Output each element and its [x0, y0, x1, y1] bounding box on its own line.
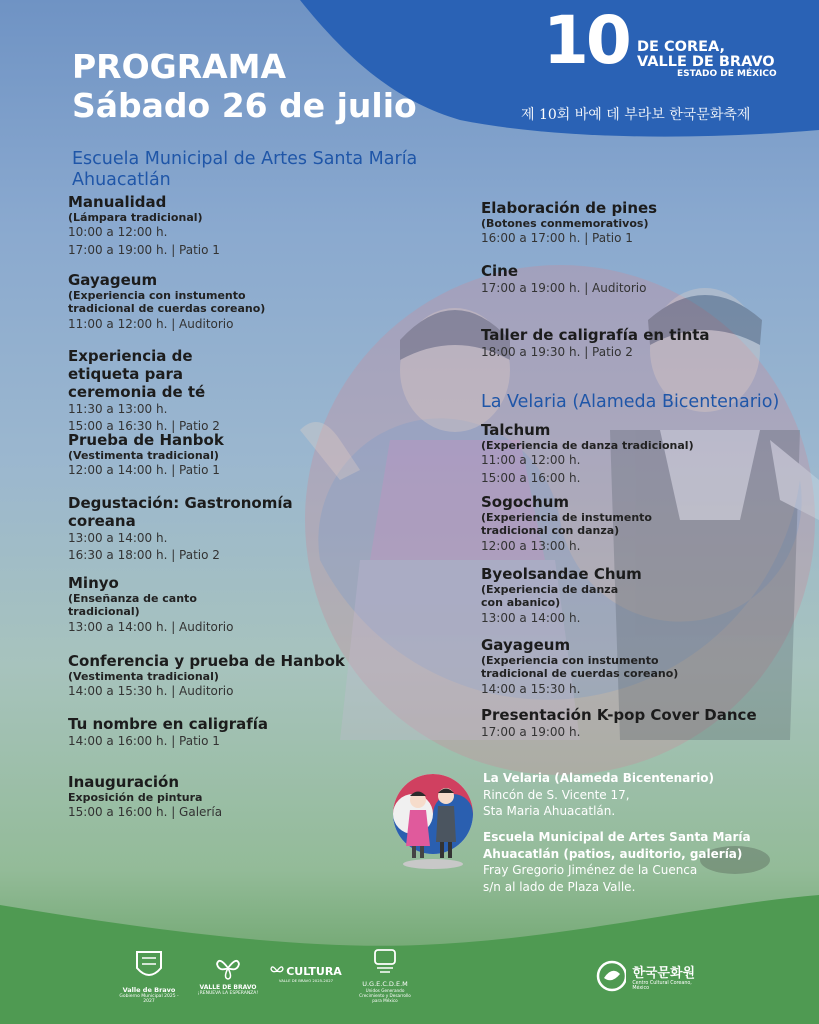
address-velaria-title: La Velaria (Alameda Bicentenario) — [483, 771, 715, 785]
event-time: 15:00 a 16:00 h. — [481, 470, 581, 485]
logo-centro-cultural-coreano — [596, 960, 706, 992]
event-conferencia-hanbok — [68, 652, 345, 701]
title-line-2: Sábado 26 de julio — [72, 85, 417, 125]
event-time: 15:00 a 16:30 h. | Patio 2 — [68, 419, 220, 434]
event-prueba-hanbok — [68, 431, 224, 480]
address-escuela-title-2: Ahuacatlán (patios, auditorio, galería) — [483, 846, 743, 861]
butterfly-small-icon — [270, 964, 284, 978]
event-caligrafia — [68, 715, 268, 750]
event-time: 13:00 a 14:00 h. | Auditorio — [68, 619, 234, 634]
event-time: 17:00 a 19:00 h. | Auditorio — [481, 281, 647, 295]
logo1-name: Valle de Bravo — [122, 986, 176, 994]
page-title — [72, 48, 417, 126]
event-time: 11:30 a 13:00 h. — [68, 402, 168, 416]
badge-line-2: VALLE DE BRAVO — [637, 54, 775, 71]
event-inauguracion — [68, 773, 222, 822]
event-sub: Exposición de pintura — [68, 791, 203, 804]
event-sogochum — [481, 493, 661, 555]
logo2-name: VALLE DE BRAVO — [199, 984, 257, 991]
event-etiqueta-te — [68, 347, 268, 436]
venue-escuela-heading: Escuela Municipal de Artes Santa María Ahuacatlán — [72, 149, 418, 190]
address-escuela-title-1: Escuela Municipal de Artes Santa María — [483, 830, 751, 844]
event-time: 14:00 a 15:30 h. — [481, 681, 581, 696]
event-time: 17:00 a 19:00 h. | Patio 1 — [68, 242, 220, 257]
event-sub: (Experiencia con instumento tradicional de cuerdas coreano) — [68, 289, 266, 316]
event-name: Presentación K-pop Cover Dance — [481, 706, 757, 724]
event-time: 12:00 a 14:00 h. | Patio 1 — [68, 463, 220, 478]
address-velaria-line1: Rincón de S. Vicente 17, — [483, 787, 630, 802]
event-name: Talchum — [481, 421, 551, 439]
event-sub: (Vestimenta tradicional) — [68, 670, 219, 683]
event-degustacion — [68, 494, 298, 565]
event-time: 10:00 a 12:00 h. — [68, 225, 168, 240]
ugecdem-emblem-icon — [372, 948, 398, 976]
couple-emblem — [390, 772, 476, 872]
event-name: Sogochum — [481, 493, 570, 511]
title-line-1: PROGRAMA — [72, 47, 287, 86]
logo3-name: CULTURA — [286, 964, 342, 978]
logo4-sub: Unidos Generando Crecimiento y Desarrollo para México — [359, 988, 411, 1004]
event-name: Taller de caligrafía en tinta — [481, 326, 710, 344]
event-name: Inauguración — [68, 773, 180, 791]
event-name: Elaboración de pines — [481, 199, 658, 217]
event-minyo — [68, 574, 234, 636]
event-name: Conferencia y prueba de Hanbok — [68, 652, 345, 670]
event-time: 11:00 a 12:00 h. — [481, 453, 581, 468]
event-sub: (Enseñanza de canto tradicional) — [68, 592, 197, 619]
event-pines — [481, 199, 657, 248]
korean-cultural-center-icon — [596, 960, 626, 992]
event-sub: (Experiencia de danza con abanico) — [481, 583, 619, 610]
event-name: Prueba de Hanbok — [68, 431, 224, 449]
logo-renueva-esperanza — [196, 956, 260, 996]
event-manualidad — [68, 193, 220, 259]
logo-cultura — [268, 964, 344, 983]
event-time: 18:00 a 19:30 h. | Patio 2 — [481, 345, 633, 359]
event-time: 13:00 a 14:00 h. — [481, 610, 581, 625]
event-time: 12:00 a 13:00 h. — [481, 538, 581, 553]
event-name: Cine — [481, 262, 519, 280]
venue-velaria-heading: La Velaria (Alameda Bicentenario) — [481, 392, 780, 412]
event-name: Degustación: Gastronomía coreana — [68, 494, 293, 530]
korean-subtitle: 제 10회 바예 데 부라보 한국문화축제 — [521, 107, 751, 123]
event-time: 16:00 a 17:00 h. | Patio 1 — [481, 231, 633, 246]
badge-line-1: DE COREA, — [637, 39, 726, 55]
event-time: 14:00 a 16:00 h. | Patio 1 — [68, 734, 220, 748]
event-sub: (Experiencia con instumento tradicional de cuerdas coreano) — [481, 654, 679, 681]
address-escuela — [483, 829, 751, 895]
event-name: Gayageum — [481, 636, 571, 654]
address-escuela-line1: Fray Gregorio Jiménez de la Cuenca — [483, 863, 698, 878]
event-time: 11:00 a 12:00 h. | Auditorio — [68, 316, 234, 331]
logo-valle-de-bravo-gobierno — [118, 950, 180, 1004]
badge-line-3: ESTADO DE MÉXICO — [677, 69, 777, 80]
event-sub: (Lámpara tradicional) — [68, 211, 203, 224]
event-time: 15:00 a 16:00 h. | Galería — [68, 805, 223, 820]
festival-badge — [543, 2, 813, 94]
event-gayageum — [68, 271, 288, 333]
event-time: 16:30 a 18:00 h. | Patio 2 — [68, 548, 220, 563]
logo5-sub: Centro Cultural Coreano, México — [632, 980, 692, 991]
address-velaria-line2: Sta Maria Ahuacatlán. — [483, 804, 616, 819]
badge-number: 10 — [543, 2, 629, 79]
logo4-name: U.G.E.C.D.E.M — [362, 980, 408, 988]
logo3-sub: VALLE DE BRAVO 2025-2027 — [278, 978, 334, 983]
logo5-name: 한국문화원 — [632, 965, 696, 981]
event-gayageum-velaria — [481, 636, 701, 698]
event-time: 17:00 a 19:00 h. — [481, 725, 581, 739]
event-cine — [481, 262, 646, 297]
event-name: Experiencia de etiqueta para ceremonia de té — [68, 347, 206, 401]
address-velaria — [483, 770, 714, 820]
event-sub: (Experiencia de instumento tradicional con danza) — [481, 511, 652, 538]
event-name: Gayageum — [68, 271, 158, 289]
event-byeolsandae — [481, 565, 642, 627]
logo-ugecdem — [350, 948, 420, 1003]
event-sub: (Botones conmemorativos) — [481, 217, 649, 230]
event-talchum — [481, 421, 694, 487]
event-sub: (Vestimenta tradicional) — [68, 449, 219, 462]
butterfly-icon — [215, 956, 241, 980]
logo2-sub: ¡RENUEVA LA ESPERANZA! — [197, 991, 259, 996]
event-kpop — [481, 706, 757, 741]
event-name: Byeolsandae Chum — [481, 565, 642, 583]
event-caligrafia-tinta — [481, 326, 710, 361]
event-name: Tu nombre en caligrafía — [68, 715, 269, 733]
event-time: 13:00 a 14:00 h. — [68, 531, 168, 545]
address-escuela-line2: s/n al lado de Plaza Valle. — [483, 879, 636, 894]
event-name: Manualidad — [68, 193, 167, 211]
event-name: Minyo — [68, 574, 119, 592]
logo1-sub: Gobierno Municipal 2025 - 2027 — [119, 994, 179, 1004]
event-time: 14:00 a 15:30 h. | Auditorio — [68, 684, 234, 699]
coat-of-arms-icon — [134, 950, 164, 982]
event-sub: (Experiencia de danza tradicional) — [481, 439, 694, 452]
